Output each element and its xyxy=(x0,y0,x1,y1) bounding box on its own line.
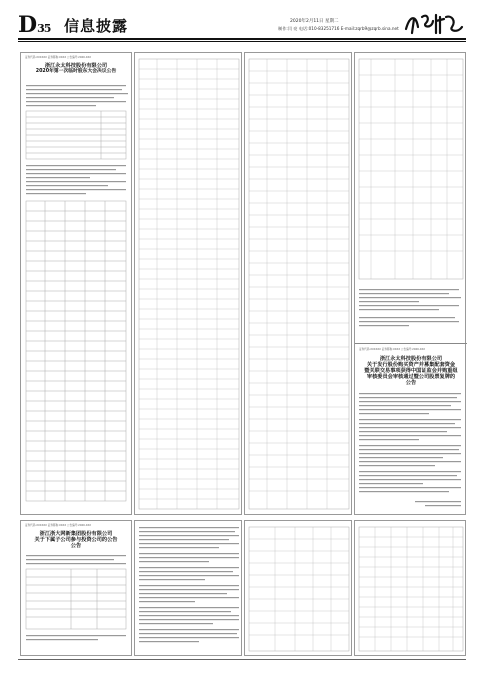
footer-rule xyxy=(18,659,466,660)
reorganization-announcement xyxy=(355,343,467,521)
announcement-title-line: 审核委员会审核通过暨公司股票复牌的 xyxy=(366,374,456,381)
bottom-table-3 xyxy=(355,521,467,657)
announcement-column-left xyxy=(20,52,132,515)
bottom-table-middle-right xyxy=(244,520,352,656)
announcement-code: 证券代码:XXXXXX 证券简称:XXXX 公告编号:2020-XXX xyxy=(359,348,426,351)
page-header xyxy=(0,0,484,44)
investment-table xyxy=(21,551,133,651)
page-code xyxy=(18,12,50,38)
voting-results-tables xyxy=(135,53,243,516)
announcement-title-line: 关于发行股份购买资产并募集配套资金 xyxy=(366,361,456,368)
company-name: 浙江浙大网新集团股份有限公司 xyxy=(39,530,113,537)
announcement-title-line: 关于下属子公司参与投资公司的公告 xyxy=(34,536,118,543)
announcement-body-text xyxy=(355,387,467,517)
announcement-code: 证券代码:XXXXXX 证券简称:XXXX 公告编号:2020-XXX xyxy=(25,524,92,527)
publication-date: 2020年2月11日 星期二 xyxy=(290,19,339,24)
section-title: 信息披露 xyxy=(64,17,129,35)
announcement-column-right xyxy=(354,52,466,515)
body-text-lines xyxy=(135,521,243,657)
editor-contact: 制作:闫 亮 电话:010-83251716 E-mail:zqrb9@zqrb.sina.net xyxy=(278,26,399,31)
table-column-middle xyxy=(134,52,242,515)
bottom-table-right xyxy=(354,520,466,656)
header-rule-thin xyxy=(18,41,466,42)
bottom-table-2 xyxy=(245,521,353,657)
voting-results-tables-2 xyxy=(245,53,353,516)
bottom-text-column xyxy=(134,520,242,656)
announcement-bottom-left xyxy=(20,520,132,656)
page-number: 35 xyxy=(37,22,51,35)
header-rule-thick xyxy=(18,38,466,40)
company-name: 浙江永太科技股份有限公司 xyxy=(379,355,443,362)
announcement-title-line: 公告 xyxy=(405,380,417,387)
announcement-title: 2020年第一次临时股东大会决议公告 xyxy=(35,68,117,74)
announcement-code: 证券代码:XXXXXX 证券简称:XXXX 公告编号:2020-XXX xyxy=(25,56,92,59)
asset-details-table xyxy=(355,53,467,353)
announcement-title-line: 暨关联交易事项获得中国证监会并购重组 xyxy=(364,367,458,374)
company-name: 浙江永太科技股份有限公司 xyxy=(44,62,108,69)
table-column-middle-right xyxy=(244,52,352,515)
newspaper-logo xyxy=(402,9,466,37)
announcement-title-line: 公告 xyxy=(70,542,82,549)
page-letter: D xyxy=(18,12,37,38)
text-and-tables xyxy=(21,81,133,511)
